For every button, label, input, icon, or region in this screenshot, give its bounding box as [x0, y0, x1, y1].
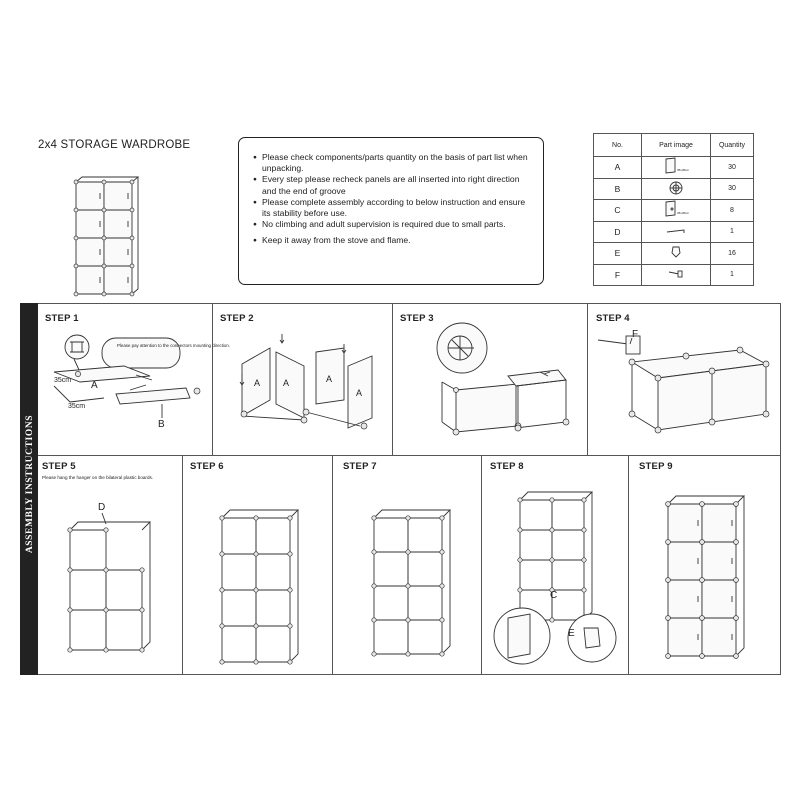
- part-qty: 8: [711, 200, 754, 222]
- step3-cube-left: [442, 382, 521, 435]
- step1-dim-2: 35cm: [68, 403, 86, 410]
- col-divider: [392, 303, 393, 455]
- row-divider: [38, 455, 781, 456]
- step1-label-a: A: [91, 380, 98, 391]
- step-4-label: STEP 4: [596, 313, 630, 324]
- step-8-illustration: [486, 486, 626, 672]
- part-qty: 16: [711, 243, 754, 265]
- part-no: B: [594, 178, 642, 200]
- table-row: [594, 200, 754, 222]
- page-title: 2x4 STORAGE WARDROBE: [38, 139, 191, 151]
- step-1-illustration: [40, 330, 231, 450]
- col-divider: [587, 303, 588, 455]
- step1-label-b: B: [158, 419, 165, 430]
- part-qty: 1: [711, 264, 754, 286]
- step5-label-d: D: [98, 502, 106, 513]
- step-7-illustration: [360, 494, 470, 674]
- parts-table-header: [594, 134, 754, 157]
- col-divider: [481, 455, 482, 675]
- notes-box: [238, 137, 544, 285]
- col-divider: [182, 455, 183, 675]
- part-no: D: [594, 221, 642, 243]
- parts-table: [593, 133, 754, 286]
- table-row: [594, 264, 754, 286]
- part-no: C: [594, 200, 642, 222]
- note-item: ● Every step please recheck panels are all inserted into right direction and the end of groove: [253, 174, 535, 196]
- col-divider: [332, 455, 333, 675]
- panel-label-a: A: [283, 378, 290, 388]
- step-2-label: STEP 2: [220, 313, 254, 324]
- step2-cube-left: [241, 348, 307, 423]
- part-image-part-e: [642, 243, 711, 265]
- step-3-label: STEP 3: [400, 313, 434, 324]
- wardrobe-overview-illustration: [72, 170, 152, 294]
- part-no: F: [594, 264, 642, 286]
- assembly-sidebar: [20, 303, 38, 675]
- step-1-label: STEP 1: [45, 313, 79, 324]
- step-8-label: STEP 8: [490, 461, 524, 472]
- panel-label-a: A: [356, 388, 363, 398]
- col-divider: [212, 303, 213, 455]
- step8-label-e: E: [568, 628, 575, 639]
- col-header-quantity: Quantity: [711, 134, 754, 157]
- part-image-connector-b: [642, 178, 711, 200]
- part-image-hanger-d: [642, 221, 711, 243]
- step-6-illustration: [210, 488, 320, 668]
- step-9-label: STEP 9: [639, 461, 673, 472]
- step8-label-c: C: [550, 590, 558, 601]
- table-row: [594, 243, 754, 265]
- note-item: ● Keep it away from the stove and flame.: [253, 235, 535, 246]
- step5-note: Please hang the hanger on the bilateral plastic boards.: [42, 475, 154, 480]
- step2-cube-right: [303, 348, 372, 429]
- part-image-door-c: [642, 200, 711, 222]
- part-no: E: [594, 243, 642, 265]
- step-7-label: STEP 7: [343, 461, 377, 472]
- sidebar-label: ASSEMBLY INSTRUCTIONS: [25, 414, 35, 554]
- step-5-label: STEP 5: [42, 461, 76, 472]
- part-no: A: [594, 157, 642, 179]
- step-6-label: STEP 6: [190, 461, 224, 472]
- note-item: ● No climbing and adult supervision is required due to small parts.: [253, 219, 535, 230]
- part-qty: 30: [711, 157, 754, 179]
- part-image-panel-a: [642, 157, 711, 179]
- panel-label-a: A: [326, 374, 333, 384]
- part-c-size: 35x35cm: [677, 211, 690, 216]
- table-row: [594, 221, 754, 243]
- step-9-illustration: [650, 486, 760, 666]
- step1-dim-1: 35cm: [54, 377, 72, 384]
- part-image-mallet-f: [642, 264, 711, 286]
- table-row: [594, 178, 754, 200]
- col-header-part-image: Part image: [642, 134, 711, 157]
- table-row: [594, 157, 754, 179]
- step4-label-f: F: [632, 329, 639, 340]
- step-2-illustration: [220, 330, 390, 450]
- step1-callout: Please pay attention to the connectors mounting direction.: [117, 343, 231, 348]
- step-5-illustration: [60, 488, 170, 668]
- step-4-illustration: [594, 322, 778, 452]
- note-item: ● Please complete assembly according to below instruction and ensure its stability before use.: [253, 197, 535, 219]
- step-3-illustration: [398, 318, 584, 454]
- part-qty: 30: [711, 178, 754, 200]
- col-divider: [628, 455, 629, 675]
- note-item: ● Please check components/parts quantity on the basis of part list when unpacking.: [253, 152, 535, 174]
- part-qty: 1: [711, 221, 754, 243]
- col-header-no: No.: [594, 134, 642, 157]
- part-a-size: 35x35cm: [677, 168, 690, 173]
- panel-label-a: A: [254, 378, 261, 388]
